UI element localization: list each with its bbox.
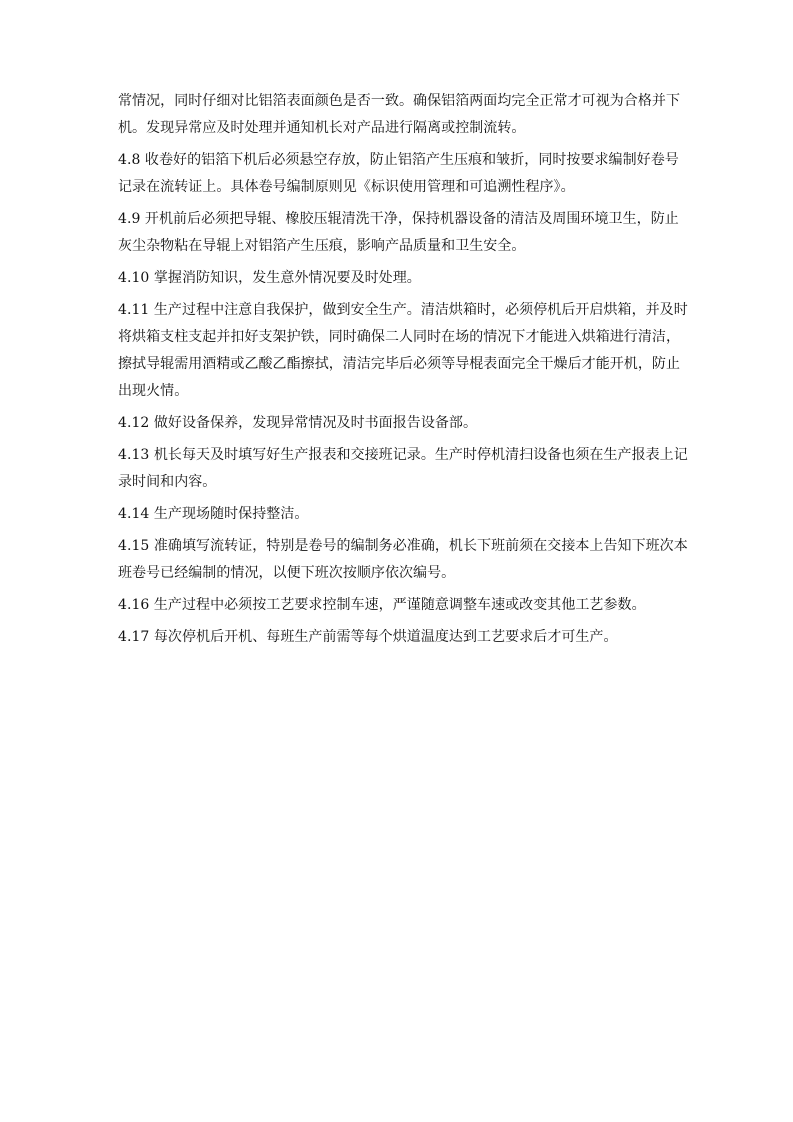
- text-line: 4.12 做好设备保养，发现异常情况及时书面报告设备部。: [118, 415, 478, 431]
- text-line: 灰尘杂物粘在导辊上对铝箔产生压痕，影响产品质量和卫生安全。: [118, 238, 526, 254]
- paragraph-4-9: [118, 206, 678, 260]
- paragraph-4-16: [118, 592, 678, 619]
- text-line: 录时间和内容。: [118, 474, 217, 490]
- paragraph-4-8: [118, 147, 678, 201]
- text-line: 4.11 生产过程中注意自我保护，做到安全生产。清洁烘箱时，必须停机后开启烘箱，并及时: [118, 302, 688, 318]
- paragraph-4-13: [118, 442, 688, 496]
- text-line: 4.13 机长每天及时填写好生产报表和交接班记录。生产时停机清扫设备也须在生产报表上记: [118, 447, 688, 463]
- paragraph-4-12: [118, 410, 678, 437]
- text-line: 擦拭导辊需用酒精或乙酸乙酯擦拭，清洁完毕后必须等导棍表面完全干燥后才能开机，防止: [118, 356, 680, 372]
- document-body: [118, 88, 688, 656]
- text-line: 4.14 生产现场随时保持整洁。: [118, 506, 309, 522]
- text-line: 机。发现异常应及时处理并通知机长对产品进行隔离或控制流转。: [118, 120, 526, 136]
- text-line: 4.16 生产过程中必须按工艺要求控制车速，严谨随意调整车速或改变其他工艺参数。: [118, 597, 646, 613]
- paragraph-4-17: [118, 624, 678, 651]
- paragraph-continuation: [118, 88, 678, 142]
- paragraph-4-14: [118, 501, 678, 528]
- paragraph-4-10: [118, 265, 678, 292]
- text-line: 记录在流转证上。具体卷号编制原则见《标识使用管理和可追溯性程序》。: [118, 179, 575, 195]
- text-line: 4.17 每次停机后开机、每班生产前需等每个烘道温度达到工艺要求后才可生产。: [118, 629, 618, 645]
- text-line: 4.9 开机前后必须把导辊、橡胶压辊清洗干净，保持机器设备的清洁及周围环境卫生，防止: [118, 211, 679, 227]
- text-line: 4.10 掌握消防知识，发生意外情况要及时处理。: [118, 270, 421, 286]
- paragraph-4-15: [118, 533, 688, 587]
- text-line: 4.15 准确填写流转证，特别是卷号的编制务必准确，机长下班前须在交接本上告知下班次本: [118, 538, 688, 554]
- text-line: 常情况，同时仔细对比铝箔表面颜色是否一致。确保铝箔两面均完全正常才可视为合格并下: [118, 93, 680, 109]
- text-line: 班卷号已经编制的情况，以便下班次按顺序依次编号。: [118, 565, 456, 581]
- text-line: 4.8 收卷好的铝箔下机后必须悬空存放，防止铝箔产生压痕和皱折，同时按要求编制好卷号: [118, 152, 679, 168]
- paragraph-4-11: [118, 297, 688, 405]
- text-line: 出现火情。: [118, 383, 189, 399]
- text-line: 将烘箱支柱支起并扣好支架护铁，同时确保二人同时在场的情况下才能进入烘箱进行清洁，: [118, 329, 680, 345]
